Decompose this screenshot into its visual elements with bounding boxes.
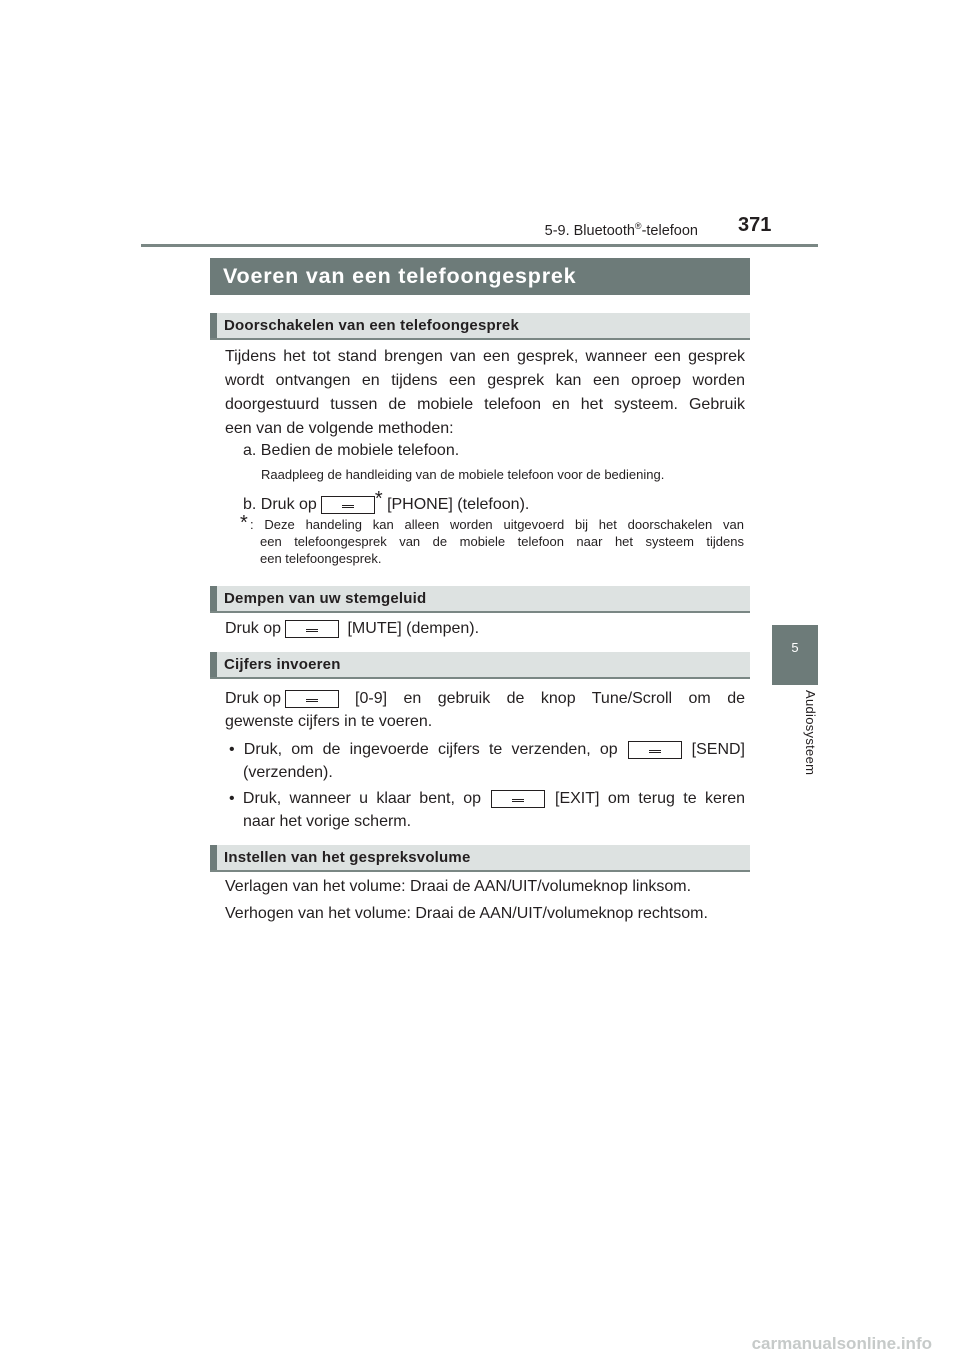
digits-button-icon bbox=[285, 690, 339, 708]
intro-line: wordt ontvangen en tijdens een gesprek kan een oproep worden bbox=[225, 372, 745, 389]
digits-text: Druk op bbox=[225, 690, 282, 707]
asterisk: * bbox=[374, 488, 383, 510]
mute-text: Druk op bbox=[225, 620, 282, 637]
digits-text: [0-9] en gebruik de knop Tune/Scroll om de bbox=[355, 690, 745, 707]
bullet-text: [SEND] bbox=[691, 741, 745, 758]
subheading-text: Instellen van het gespreksvolume bbox=[224, 849, 471, 866]
subheading-text: Doorschakelen van een telefoongesprek bbox=[224, 317, 519, 334]
intro-line: een van de volgende methoden: bbox=[225, 420, 454, 437]
subheading-bar bbox=[210, 586, 217, 611]
intro-line: Tijdens het tot stand brengen van een gesprek, wanneer een gesprek bbox=[225, 348, 745, 365]
header-rule bbox=[141, 244, 818, 247]
subheading-bar bbox=[210, 652, 217, 677]
volume-raise: Verhogen van het volume: Draai de AAN/UIT/volumeknop rechtsom. bbox=[225, 905, 708, 922]
chapter-label: Audiosysteem bbox=[803, 690, 818, 776]
page-title: Voeren van een telefoongesprek bbox=[210, 258, 750, 295]
volume-lower: Verlagen van het volume: Draai de AAN/UIT/volumeknop linksom. bbox=[225, 878, 692, 895]
section-title: 5-9. Bluetooth®-telefoon bbox=[544, 221, 698, 239]
mute-instruction bbox=[225, 617, 479, 641]
bullet-send bbox=[229, 738, 745, 762]
subheading-bar bbox=[210, 313, 217, 338]
subheading-text: Dempen van uw stemgeluid bbox=[224, 590, 427, 607]
bullet-exit bbox=[229, 787, 745, 811]
subheading-digits bbox=[210, 652, 750, 679]
footnote-line: een telefoongesprek van de mobiele telefoon naar het systeem tijdens bbox=[260, 534, 744, 549]
subheading-transfer bbox=[210, 313, 750, 340]
footnote bbox=[250, 516, 744, 567]
step-a: a. Bedien de mobiele telefoon. bbox=[243, 442, 460, 459]
digits-line-1 bbox=[225, 687, 745, 711]
step-b-text: [PHONE] (telefoon). bbox=[387, 496, 530, 513]
bullet-text: [EXIT] om terug te keren bbox=[555, 790, 745, 807]
mute-button-icon bbox=[285, 620, 339, 638]
subheading-volume bbox=[210, 845, 750, 872]
intro-line: doorgestuurd tussen de mobiele telefoon en het systeem. Gebruik bbox=[225, 396, 745, 413]
transfer-intro bbox=[225, 345, 745, 441]
mute-text: [MUTE] (dempen). bbox=[347, 620, 480, 637]
bullet-send-cont: (verzenden). bbox=[243, 764, 333, 781]
phone-button-icon bbox=[321, 496, 375, 514]
watermark: carmanualsonline.info bbox=[751, 1334, 932, 1353]
page-number: 371 bbox=[738, 214, 772, 236]
footnote-line: een telefoongesprek. bbox=[260, 551, 382, 566]
exit-button-icon bbox=[491, 790, 545, 808]
subheading-bar bbox=[210, 845, 217, 870]
subheading-mute bbox=[210, 586, 750, 613]
digits-line-2: gewenste cijfers in te voeren. bbox=[225, 713, 433, 730]
bullet-text: • Druk, wanneer u klaar bent, op bbox=[229, 790, 481, 807]
bullet-text: • Druk, om de ingevoerde cijfers te verzenden, op bbox=[229, 741, 618, 758]
chapter-tab: 5 bbox=[772, 625, 818, 685]
send-button-icon bbox=[628, 741, 682, 759]
step-b bbox=[243, 487, 529, 517]
footnote-line: : Deze handeling kan alleen worden uitgevoerd bij het doorschakelen van bbox=[250, 517, 744, 532]
step-b-text: b. Druk op bbox=[243, 496, 317, 513]
subheading-text: Cijfers invoeren bbox=[224, 656, 341, 673]
bullet-exit-cont: naar het vorige scherm. bbox=[243, 813, 412, 830]
step-a-note: Raadpleeg de handleiding van de mobiele telefoon voor de bediening. bbox=[261, 467, 665, 482]
footnote-mark: * bbox=[240, 512, 248, 534]
